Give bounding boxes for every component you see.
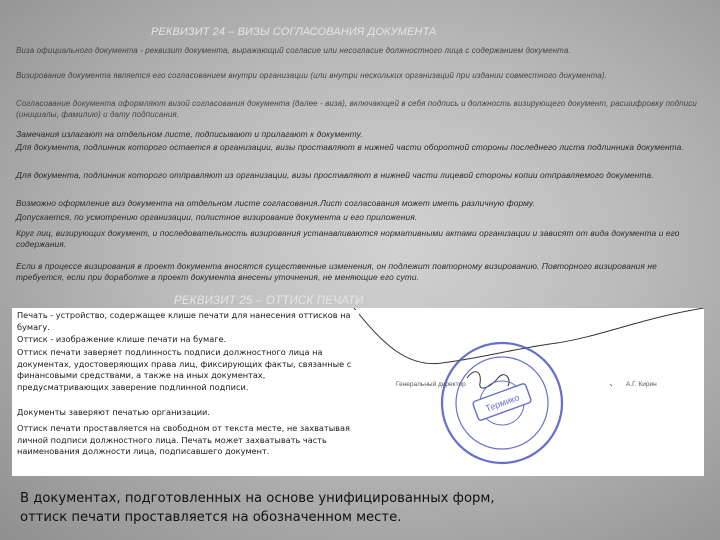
section-title-visa: РЕКВИЗИТ 24 – ВИЗЫ СОГЛАСОВАНИЯ ДОКУМЕНТА (151, 26, 437, 38)
paragraph-visa-approval: Визирование документа является его согласованием внутри организации (или внутри нескольких организаций при издании совместного документа). (16, 71, 608, 80)
paragraph-separate-sheet: Возможно оформление виз документа на отдельном листе согласования.Лист согласования может иметь различную форму. (16, 198, 536, 208)
paragraph-original-stays: Для документа, подлинник которого остается в организации, визы проставляют в нижней части оборотной стороны последнего листа подлинника документа. (16, 142, 684, 152)
paragraph-revisions: Если в процессе визирования в проект документа вносятся существенные изменения, он подлежит повторному визированию. Повторного визирования не требуется, если при доработке в проект документа внесены уточнения, не меняющие его сути. (16, 261, 657, 283)
paragraph-remarks: Замечания излагают на отдельном листе, подписывают и прилагают к документу. (16, 129, 363, 139)
paragraph-per-sheet: Допускается, по усмотрению организации, полистное визирование документа и его приложения. (16, 212, 418, 222)
stamp-paragraph-organization: Документы заверяют печатью организации. (17, 407, 359, 419)
signature-position-label: Генеральный директор (396, 381, 466, 388)
stamp-paragraph-device: Печать - устройство, содержащее клише печати для нанесения оттисков на бумагу. (17, 310, 359, 333)
stamp-paragraph-certifies: Оттиск печати заверяет подлинность подписи должностного лица на документах, удостоверяющих права лиц, фиксирующих факты, связанные с финансовыми средствами, а также на иных документах, предусматривающих заверение подлинной подписи. (17, 347, 359, 393)
bottom-note-line-2: оттиск печати проставляется на обозначенном месте. (20, 510, 402, 525)
paragraph-original-sent: Для документа, подлинник которого отправляют из организации, визы проставляют в нижней части лицевой стороны копии отправляемого документа. (16, 170, 654, 180)
signature-name-label: А.Г. Кирин (626, 381, 657, 388)
section-title-stamp: РЕКВИЗИТ 25 – ОТТИСК ПЕЧАТИ (174, 295, 364, 307)
stamp-seal-text: Термико (484, 392, 521, 414)
stamp-paragraph-impression: Оттиск - изображение клише печати на бумаге. (17, 334, 359, 346)
bottom-note-line-1: В документах, подготовленных на основе унифицированных форм, (20, 491, 495, 506)
stamp-seal-icon (442, 343, 562, 463)
paragraph-visa-definition: Виза официального документа - реквизит документа, выражающий согласие или несогласие должностного лица с содержанием документа. (16, 46, 571, 55)
paragraph-circle-of-persons: Круг лиц, визирующих документ, и последовательность визирования устанавливаются нормативными актами организации и зависят от вида документа и его содержания. (16, 228, 680, 250)
paragraph-visa-format: Согласование документа оформляют визой согласования документа (далее - виза), включающей в себя подпись и должность визирующего документ, расшифровку подписи (инициалы, фамилию) и дату подписания. (16, 99, 697, 119)
stamp-paragraph-placement: Оттиск печати проставляется на свободном от текста месте, не захватывая личной подписи должностного лица. Печать может захватывать часть наименования должности лица, подписавшего документ. (17, 423, 359, 458)
